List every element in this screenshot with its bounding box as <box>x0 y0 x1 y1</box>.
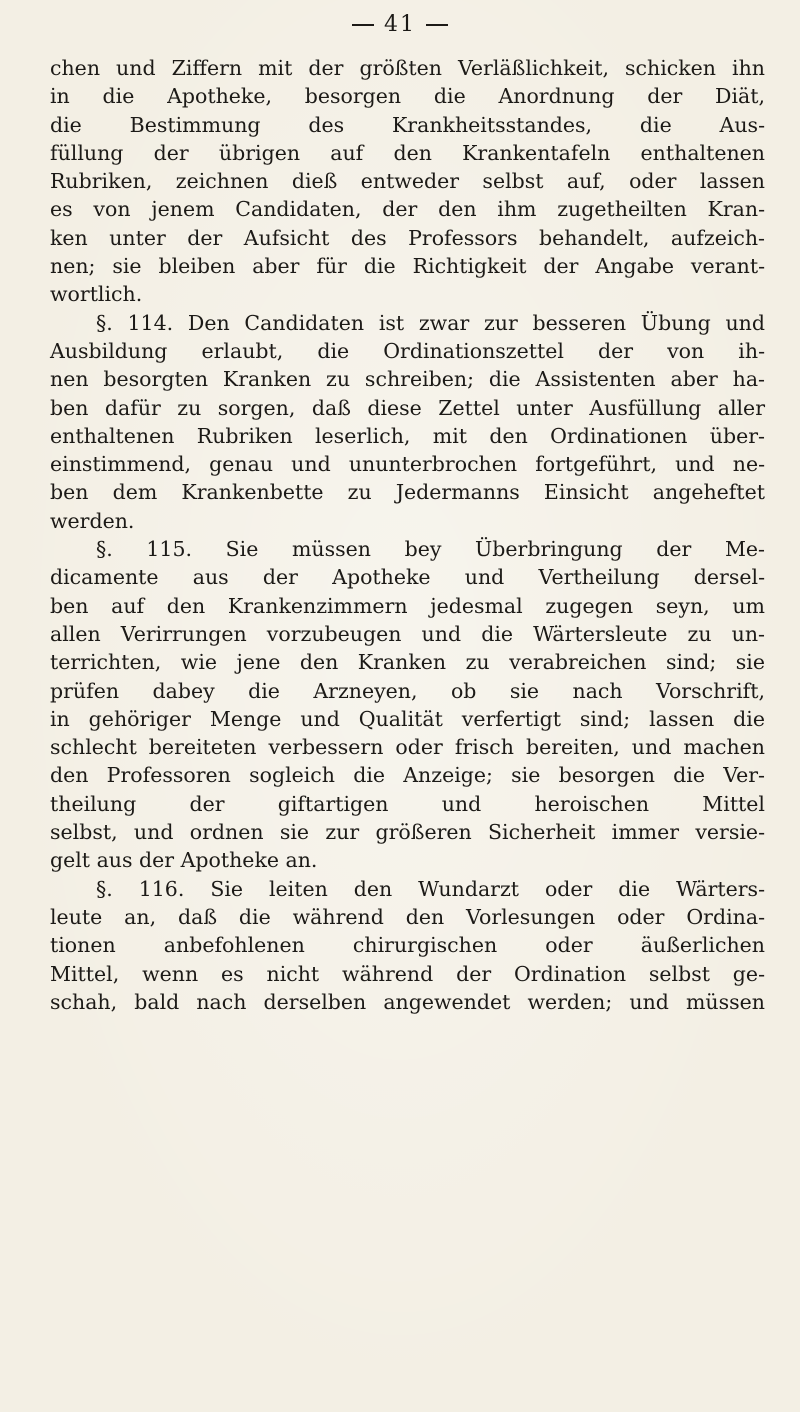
text-line: Rubriken, zeichnen dieß entweder selbst auf, oder lassen <box>50 169 765 194</box>
text-line: enthaltenen Rubriken leserlich, mit den Ordinationen über- <box>50 423 765 448</box>
text-line: gelt aus der Apotheke an. <box>50 848 318 873</box>
text-line: schah, bald nach derselben angewendet werden; und müssen <box>50 989 765 1014</box>
text-line: nen; sie bleiben aber für die Richtigkeit der Angabe verant- <box>50 254 765 279</box>
text-line: füllung der übrigen auf den Krankentafeln enthaltenen <box>50 140 765 165</box>
text-line: selbst, und ordnen sie zur größeren Sicherheit immer versie- <box>50 820 765 845</box>
text-line: ken unter der Aufsicht des Professors behandelt, aufzeich- <box>50 225 765 250</box>
text-line: Ausbildung erlaubt, die Ordinationszettel der von ih- <box>50 338 765 363</box>
body-text <box>50 54 765 1016</box>
text-line: schlecht bereiteten verbessern oder frisch bereiten, und machen <box>50 735 765 760</box>
text-line: prüfen dabey die Arzneyen, ob sie nach Vorschrift, <box>50 678 765 703</box>
text-line: ben dafür zu sorgen, daß diese Zettel unter Ausfüllung aller <box>50 395 765 420</box>
text-line: chen und Ziffern mit der größten Verläßlichkeit, schicken ihn <box>50 56 765 80</box>
text-line: leute an, daß die während den Vorlesungen oder Ordina- <box>50 904 765 929</box>
text-line: den Professoren sogleich die Anzeige; sie besorgen die Ver- <box>50 763 765 788</box>
text-line: tionen anbefohlenen chirurgischen oder äußerlichen <box>50 933 765 958</box>
text-line: werden. <box>50 508 135 533</box>
header-dash-right <box>426 24 448 26</box>
page-number: 41 <box>384 12 416 37</box>
text-line: terrichten, wie jene den Kranken zu verabreichen sind; sie <box>50 650 765 675</box>
text-line: allen Verirrungen vorzubeugen und die Wärtersleute zu un- <box>50 621 765 646</box>
text-line: die Bestimmung des Krankheitsstandes, die Aus- <box>50 112 765 137</box>
header-dash-left <box>352 24 374 26</box>
text-line: einstimmend, genau und ununterbrochen fortgeführt, und ne- <box>50 452 765 477</box>
text-line: §. 114. Den Candidaten ist zwar zur besseren Übung und <box>96 310 765 335</box>
text-line: nen besorgten Kranken zu schreiben; die Assistenten aber ha- <box>50 367 765 392</box>
text-line: §. 115. Sie müssen bey Überbringung der Me- <box>96 537 765 562</box>
text-line: wortlich. <box>50 282 143 307</box>
text-line: in die Apotheke, besorgen die Anordnung der Diät, <box>50 84 765 109</box>
text-line: ben auf den Krankenzimmern jedesmal zugegen seyn, um <box>50 593 765 618</box>
text-line: in gehöriger Menge und Qualität verfertigt sind; lassen die <box>50 706 765 731</box>
page-header <box>0 12 800 37</box>
text-line: §. 116. Sie leiten den Wundarzt oder die Wärters- <box>96 876 765 901</box>
text-line: dicamente aus der Apotheke und Vertheilung dersel- <box>50 565 765 590</box>
text-line: theilung der giftartigen und heroischen Mittel <box>50 791 765 816</box>
text-line: ben dem Krankenbette zu Jedermanns Einsicht angeheftet <box>50 480 765 505</box>
text-line: es von jenem Candidaten, der den ihm zugetheilten Kran- <box>50 197 765 222</box>
text-line: Mittel, wenn es nicht während der Ordination selbst ge- <box>50 961 765 986</box>
